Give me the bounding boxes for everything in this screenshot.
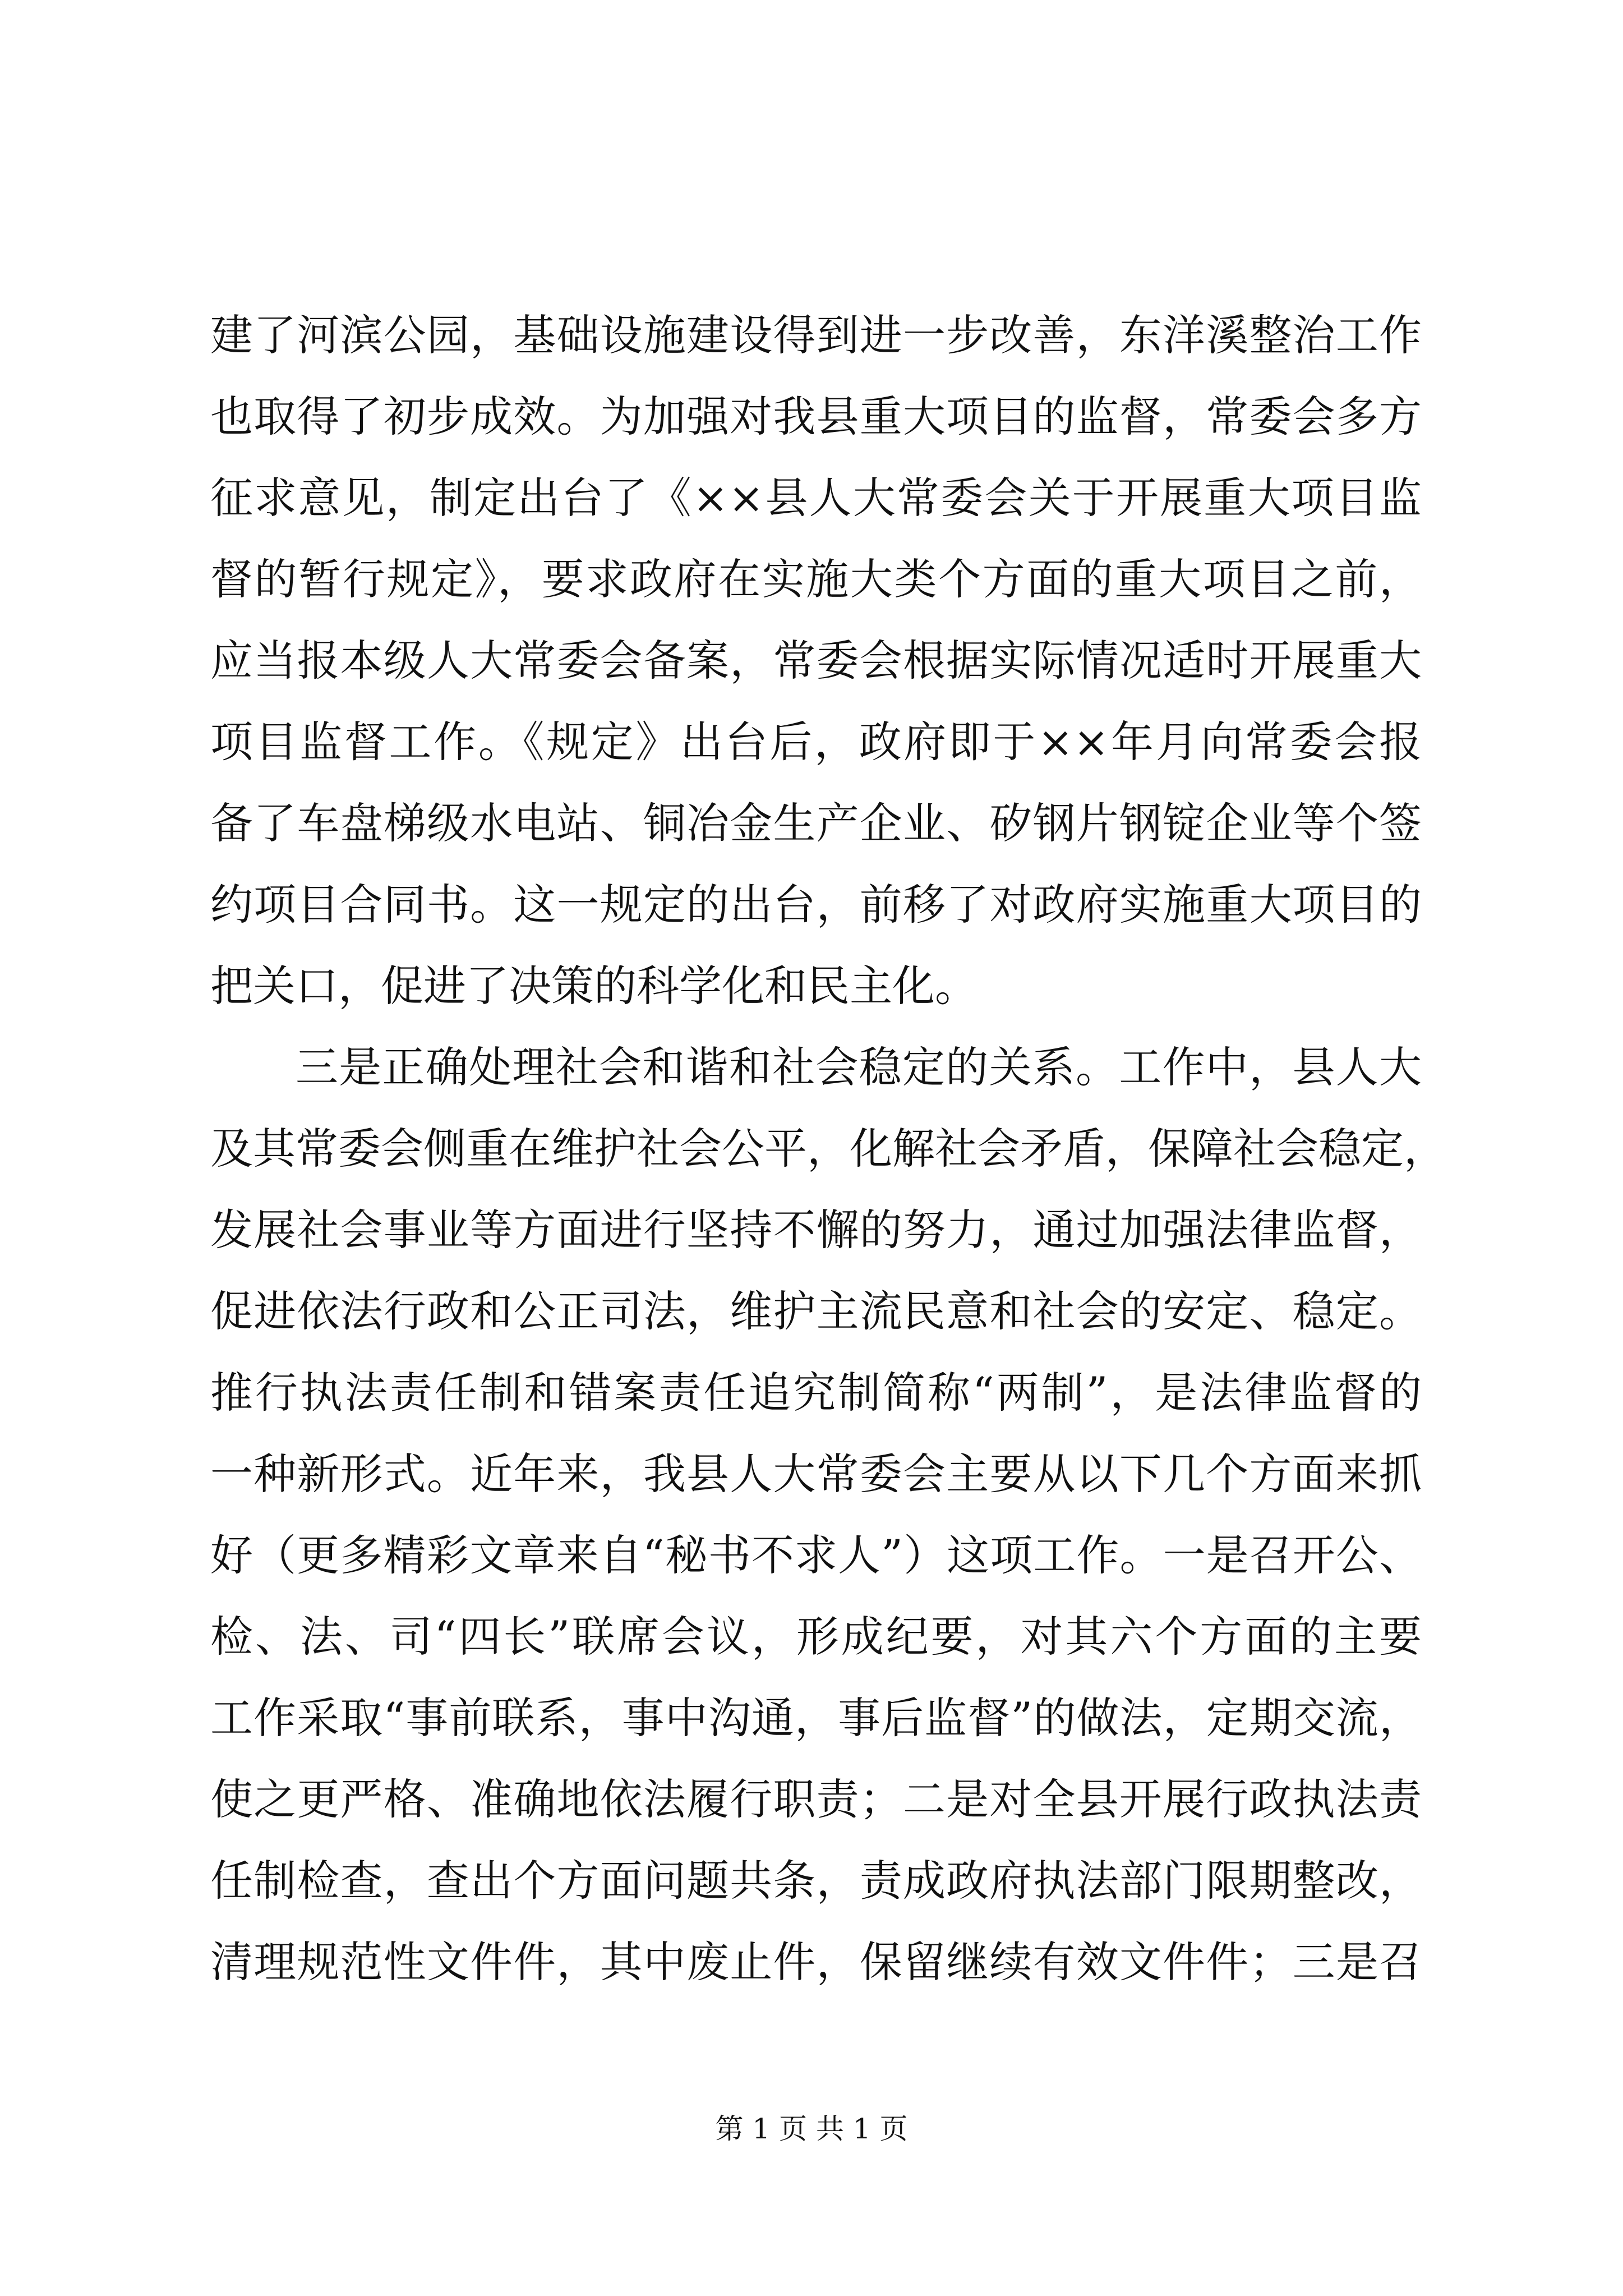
text-line: 建了河滨公园，基础设施建设得到进一步改善，东洋溪整治工作 xyxy=(210,310,1422,360)
page-footer xyxy=(0,2106,1623,2147)
text-line: 及其常委会侧重在维护社会公平，化解社会矛盾，保障社会稳定， xyxy=(210,1124,1446,1174)
text-line: 督的暂行规定》，要求政府在实施大类个方面的重大项目之前， xyxy=(210,554,1422,604)
text-line: 应当报本级人大常委会备案，常委会根据实际情况适时开展重大 xyxy=(210,636,1422,685)
text-line: 一种新形式。近年来，我县人大常委会主要从以下几个方面来抓 xyxy=(210,1449,1422,1499)
text-line: 三是正确处理社会和谐和社会稳定的关系。工作中，县人大 xyxy=(296,1042,1422,1092)
text-line: 促进依法行政和公正司法，维护主流民意和社会的安定、稳定。 xyxy=(210,1286,1422,1336)
text-line: 工作采取“事前联系，事中沟通，事后监督”的做法，定期交流， xyxy=(210,1693,1422,1743)
text-line: 推行执法责任制和错案责任追究制简称“两制”，是法律监督的 xyxy=(210,1368,1422,1418)
text-line: 发展社会事业等方面进行坚持不懈的努力，通过加强法律监督， xyxy=(210,1205,1422,1255)
text-line: 项目监督工作。《规定》出台后，政府即于××年月向常委会报 xyxy=(210,717,1422,767)
page-number-label: 第 1 页 共 1 页 xyxy=(715,2113,908,2145)
text-line: 任制检查，查出个方面问题共条，责成政府执法部门限期整改， xyxy=(210,1856,1422,1906)
text-line: 征求意见，制定出台了《××县人大常委会关于开展重大项目监 xyxy=(210,473,1422,523)
text-line: 约项目合同书。这一规定的出台，前移了对政府实施重大项目的 xyxy=(210,880,1422,930)
paragraph-2 xyxy=(210,1027,1446,2003)
text-line: 也取得了初步成效。为加强对我县重大项目的监督，常委会多方 xyxy=(210,392,1422,441)
text-line: 使之更严格、准确地依法履行职责；二是对全县开展行政执法责 xyxy=(210,1774,1422,1824)
text-line: 备了车盘梯级水电站、铜冶金生产企业、矽钢片钢锭企业等个签 xyxy=(210,798,1422,848)
text-line: 检、法、司“四长”联席会议，形成纪要，对其六个方面的主要 xyxy=(210,1612,1422,1662)
paragraph-1 xyxy=(210,295,1422,1027)
text-line: 把关口，促进了决策的科学化和民主化。 xyxy=(210,961,978,1011)
text-line: 好（更多精彩文章来自“秘书不求人”）这项工作。一是召开公、 xyxy=(210,1530,1422,1580)
document-body xyxy=(210,295,1446,2003)
text-line: 清理规范性文件件，其中废止件，保留继续有效文件件；三是召 xyxy=(210,1937,1422,1987)
